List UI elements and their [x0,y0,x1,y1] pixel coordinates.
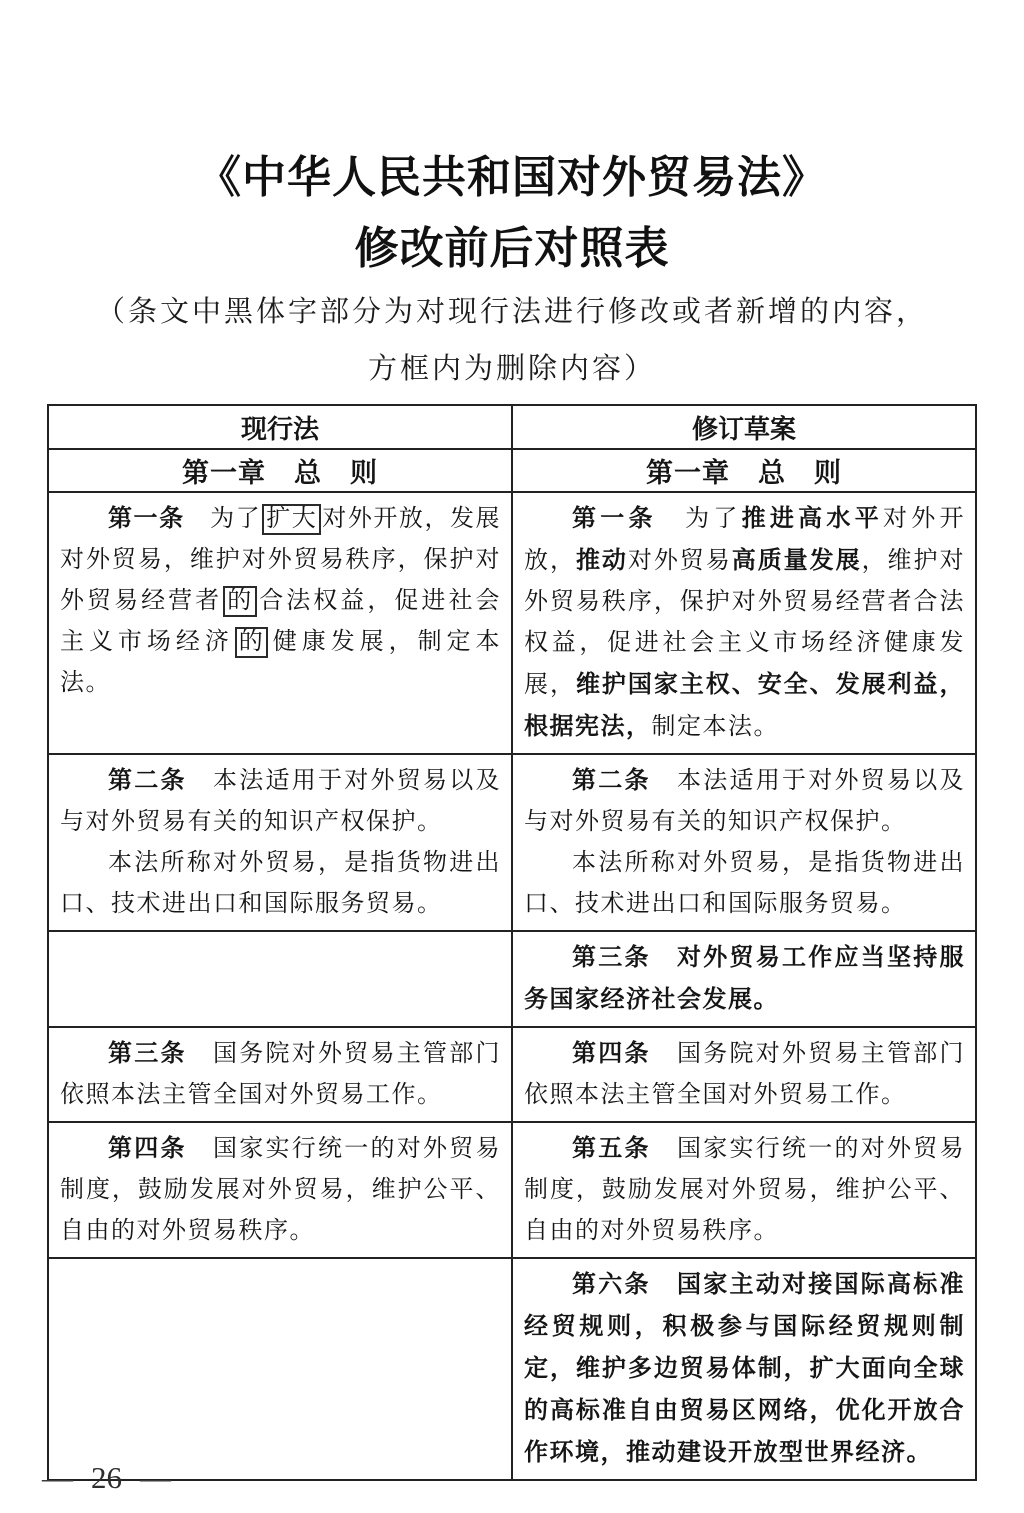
paragraph [524,760,965,843]
bold-new-text-segment: 第三条 对外贸易工作应当坚持服务国家经济社会发展。 [524,944,965,1013]
text-segment: 为了 [184,506,262,532]
paragraph [60,498,501,704]
table-row [48,1122,976,1258]
table-header-row [48,405,976,449]
deleted-boxed-segment: 的 [223,586,257,617]
text-segment: 合法权益，促进社会主义市场经济 [60,588,502,655]
cell-current-law [48,754,512,931]
table-row [48,1027,976,1122]
comparison-table [47,404,977,1481]
cell-revised-draft [512,754,976,931]
table-body [48,405,976,1480]
text-segment: 国务院对外贸易主管部门依照本法主管全国对外贸易工作。 [524,1041,965,1108]
paragraph [524,843,965,925]
document-title-line1: 《中华人民共和国对外贸易法》 [197,153,827,202]
table-row [48,754,976,931]
subtitle-line1: （条文中黑体字部分为对现行法进行修改或者新增的内容， [95,296,928,328]
footer-dash-left: — [42,1460,73,1495]
page-footer [42,1460,171,1496]
cell-revised-draft [512,1027,976,1122]
subtitle-line2: 方框内为删除内容） [367,353,656,385]
paragraph [524,1033,965,1116]
text-segment: 本法所称对外贸易，是指货物进出口、技术进出口和国际服务贸易。 [524,850,965,917]
bold-new-text-segment: 第四条 [108,1135,187,1162]
table-row [48,1258,976,1480]
cell-revised-draft [512,1122,976,1258]
text-segment: 国家实行统一的对外贸易制度，鼓励发展对外贸易，维护公平、自由的对外贸易秩序。 [524,1136,965,1244]
text-segment: 对外贸易 [627,548,732,574]
table-row [48,931,976,1027]
text-segment: 对外开放，发展对外贸易，维护对外贸易秩序，保护对外贸易经营者 [60,506,502,614]
cell-current-law [48,931,512,1027]
text-segment: 健康发展，制定本法。 [60,629,502,696]
bold-new-text-segment: 第三条 [108,1040,187,1067]
paragraph [60,1128,501,1252]
paragraph [60,760,501,843]
text-segment: 本法所称对外贸易，是指货物进出口、技术进出口和国际服务贸易。 [60,850,501,917]
header-revised-draft: 修订草案 [512,405,976,449]
footer-dash-right: — [140,1460,171,1495]
bold-new-text-segment: 第二条 [572,767,651,794]
deleted-boxed-segment: 的 [235,627,269,658]
bold-new-text-segment: 推进高水平 [741,505,883,532]
paragraph [524,937,965,1021]
bold-new-text-segment: 推动 [575,547,628,574]
paragraph [524,1128,965,1252]
cell-revised-draft [512,1258,976,1480]
bold-new-text-segment: 第五条 [572,1135,651,1162]
text-segment: 本法适用于对外贸易以及与对外贸易有关的知识产权保护。 [60,768,501,835]
cell-current-law [48,1258,512,1480]
text-segment: 为了 [656,506,742,532]
chapter-revised-draft: 第一章 总 则 [512,449,976,492]
cell-revised-draft [512,492,976,754]
cell-current-law [48,1122,512,1258]
text-segment: 国家实行统一的对外贸易制度，鼓励发展对外贸易，维护公平、自由的对外贸易秩序。 [60,1136,501,1244]
bold-new-text-segment: 第六条 国家主动对接国际高标准经贸规则，积极参与国际经贸规则制定，维护多边贸易体制，扩大面向全球的高标准自由贸易区网络，优化开放合作环境，推动建设开放型世界经济。 [524,1271,965,1466]
text-segment: 本法适用于对外贸易以及与对外贸易有关的知识产权保护。 [524,768,965,835]
paragraph [524,1264,965,1474]
text-segment: ，维护对外贸易秩序，保护对外贸易经营者合法权益，促进社会主义市场经济健康发展， [524,548,965,698]
bold-new-text-segment: 第四条 [572,1040,651,1067]
text-segment: 制定本法。 [651,714,779,740]
chapter-current-law: 第一章 总 则 [48,449,512,492]
table-row [48,492,976,754]
bold-new-text-segment: 维护国家主权、安全、发展利益，根据宪法， [524,671,965,740]
page-number: 26 [91,1460,122,1495]
cell-current-law [48,492,512,754]
paragraph [524,498,965,748]
paragraph [60,843,501,925]
chapter-heading-row [48,449,976,492]
cell-revised-draft [512,931,976,1027]
bold-new-text-segment: 高质量发展 [731,547,862,574]
paragraph [60,1033,501,1116]
bold-new-text-segment: 第二条 [108,767,187,794]
text-segment: 国务院对外贸易主管部门依照本法主管全国对外贸易工作。 [60,1041,501,1108]
bold-new-text-segment: 第一条 [108,505,185,532]
bold-new-text-segment: 第一条 [572,505,657,532]
document-title-line2: 修改前后对照表 [354,224,670,273]
header-current-law: 现行法 [48,405,512,449]
text-segment: 对外开放， [524,506,966,574]
deleted-boxed-segment: 扩大 [262,504,321,535]
cell-current-law [48,1027,512,1122]
